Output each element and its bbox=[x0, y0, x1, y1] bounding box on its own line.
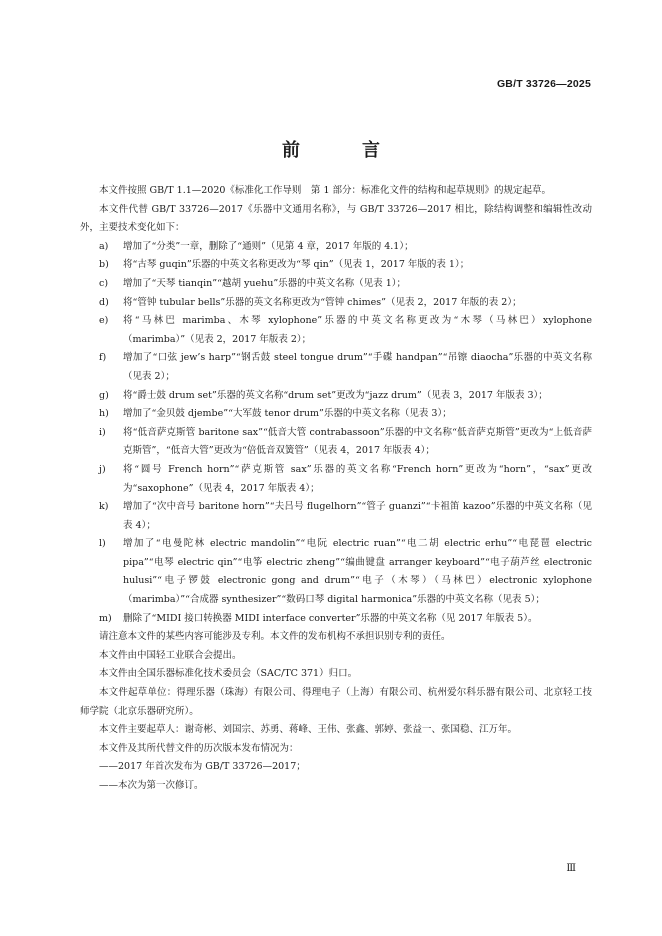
committee-statement: 本文件由全国乐器标准化技术委员会（SAC/TC 371）归口。 bbox=[99, 668, 358, 680]
history-item: ——2017 年首次发布为 GB/T 33726—2017； bbox=[99, 761, 306, 773]
list-item bbox=[99, 238, 592, 257]
list-marker: g) bbox=[99, 389, 109, 401]
list-item bbox=[99, 349, 592, 386]
list-item bbox=[99, 275, 592, 294]
foreword-body bbox=[80, 182, 592, 796]
list-marker: f) bbox=[99, 352, 107, 364]
list-marker: d) bbox=[99, 296, 109, 308]
list-item bbox=[99, 405, 592, 424]
list-item bbox=[99, 312, 592, 349]
list-marker: l) bbox=[99, 538, 106, 550]
page-number: Ⅲ bbox=[566, 863, 576, 874]
list-item bbox=[99, 256, 592, 275]
history-heading: 本文件及其所代替文件的历次版本发布情况为： bbox=[99, 742, 299, 754]
list-marker: i) bbox=[99, 426, 106, 438]
changes-list bbox=[80, 238, 592, 628]
standard-number: GB/T 33726—2025 bbox=[496, 78, 591, 90]
list-item-text: 增加了“口弦 jew’s harp”“钢舌鼓 steel tongue drum”“手碟 handpan”“吊镲 diaocha”乐器的中英文名称（见表 2）； bbox=[123, 352, 592, 382]
list-item-text: 增加了“次中音号 baritone horn”“夫吕号 flugelhorn”“管子 guanzi”“卡祖笛 kazoo”乐器的中英文名称（见表 4）； bbox=[123, 501, 592, 531]
list-item-text: 增加了“天琴 tianqin”“越胡 yuehu”乐器的中英文名称（见表 1）； bbox=[123, 277, 407, 289]
drafting-units: 本文件起草单位：得理乐器（珠海）有限公司、得理电子（上海）有限公司、杭州爱尔科乐器有限公司、北京轻工技师学院（北京乐器研究所）。 bbox=[80, 687, 592, 717]
list-item bbox=[99, 387, 592, 406]
intro-paragraph: 本文件按照 GB/T 1.1—2020《标准化工作导则 第 1 部分：标准化文件的结构和起草规则》的规定起草。 bbox=[99, 185, 552, 196]
list-marker: k) bbox=[99, 501, 109, 513]
list-item-text: 将“马林巴 marimba、木琴 xylophone”乐器的中英文名称更改为“木琴（马林巴）xylophone（marimba）”（见表 2，2017 年版表 2）； bbox=[123, 315, 592, 345]
list-item-text: 增加了“电曼陀林 electric mandolin”“电阮 electric ruan”“电二胡 electric erhu”“电琵琶 electric pipa”“电琴 electric qin”“电筝 electric zheng”“编曲键盘 arranger keyboard”“电子葫芦丝 electronic hulusi”“电子锣鼓 electronic gong and drum”“电子（木琴）（马林巴）electronic xylophone（marimba）”“合成器 synthesizer”“数码口琴 digital harmonica”乐器的中英文名称（见表 5）； bbox=[123, 538, 592, 606]
list-item-text: 将“低音萨克斯管 baritone sax”“低音大管 contrabassoon”乐器的中文名称“低音萨克斯管”更改为“上低音萨克斯管”，“低音大管”更改为“倍低音双簧管”（见表 4，2017 年版表 4）； bbox=[123, 426, 592, 457]
page-title: 前 言 bbox=[282, 140, 402, 161]
list-marker: c) bbox=[99, 277, 109, 289]
list-marker: b) bbox=[99, 259, 109, 271]
list-item-text: 将“爵士鼓 drum set”乐器的英文名称“drum set”更改为“jazz drum”（见表 3，2017 年版表 3）； bbox=[123, 389, 548, 401]
list-item bbox=[99, 535, 592, 609]
list-item bbox=[99, 498, 592, 535]
list-item-text: 将“圆号 French horn”“萨克斯管 sax”乐器的英文名称“French horn”更改为“horn”，“sax”更改为“saxophone”（见表 4，2017 年版表 4）； bbox=[123, 463, 592, 494]
list-marker: e) bbox=[99, 315, 109, 327]
list-marker: h) bbox=[99, 408, 109, 420]
list-item-text: 增加了“分类”一章，删除了“通则”（见第 4 章，2017 年版的 4.1）； bbox=[123, 240, 414, 252]
list-item bbox=[99, 610, 592, 629]
list-item-text: 删除了“MIDI 接口转换器 MIDI interface converter”乐器的中英文名称（见 2017 年版表 5）。 bbox=[123, 612, 538, 624]
patent-notice: 请注意本文件的某些内容可能涉及专利。本文件的发布机构不承担识别专利的责任。 bbox=[99, 631, 451, 643]
list-marker: j) bbox=[99, 463, 106, 475]
proposer-statement: 本文件由中国轻工业联合会提出。 bbox=[99, 649, 242, 661]
list-marker: m) bbox=[99, 612, 112, 624]
list-item-text: 增加了“金贝鼓 djembe”“大军鼓 tenor drum”乐器的中英文名称（见表 3）； bbox=[123, 408, 452, 420]
history-item: ——本次为第一次修订。 bbox=[99, 780, 204, 791]
list-item bbox=[99, 461, 592, 498]
list-item bbox=[99, 294, 592, 313]
list-marker: a) bbox=[99, 240, 109, 252]
list-item-text: 将“古琴 guqin”乐器的中英文名称更改为“琴 qin”（见表 1，2017 年版的表 1）； bbox=[123, 259, 470, 271]
list-item bbox=[99, 424, 592, 461]
list-item-text: 将“管钟 tubular bells”乐器的英文名称更改为“管钟 chimes”（见表 2，2017 年版的表 2）； bbox=[123, 296, 522, 308]
drafters: 本文件主要起草人：谢奇彬、刘国宗、苏勇、蒋峰、王伟、张鑫、郭婷、张益一、张国稳、江万年。 bbox=[99, 724, 518, 736]
intro-paragraph: 本文件代替 GB/T 33726—2017《乐器中文通用名称》，与 GB/T 33726—2017 相比，除结构调整和编辑性改动外，主要技术变化如下： bbox=[80, 203, 592, 234]
